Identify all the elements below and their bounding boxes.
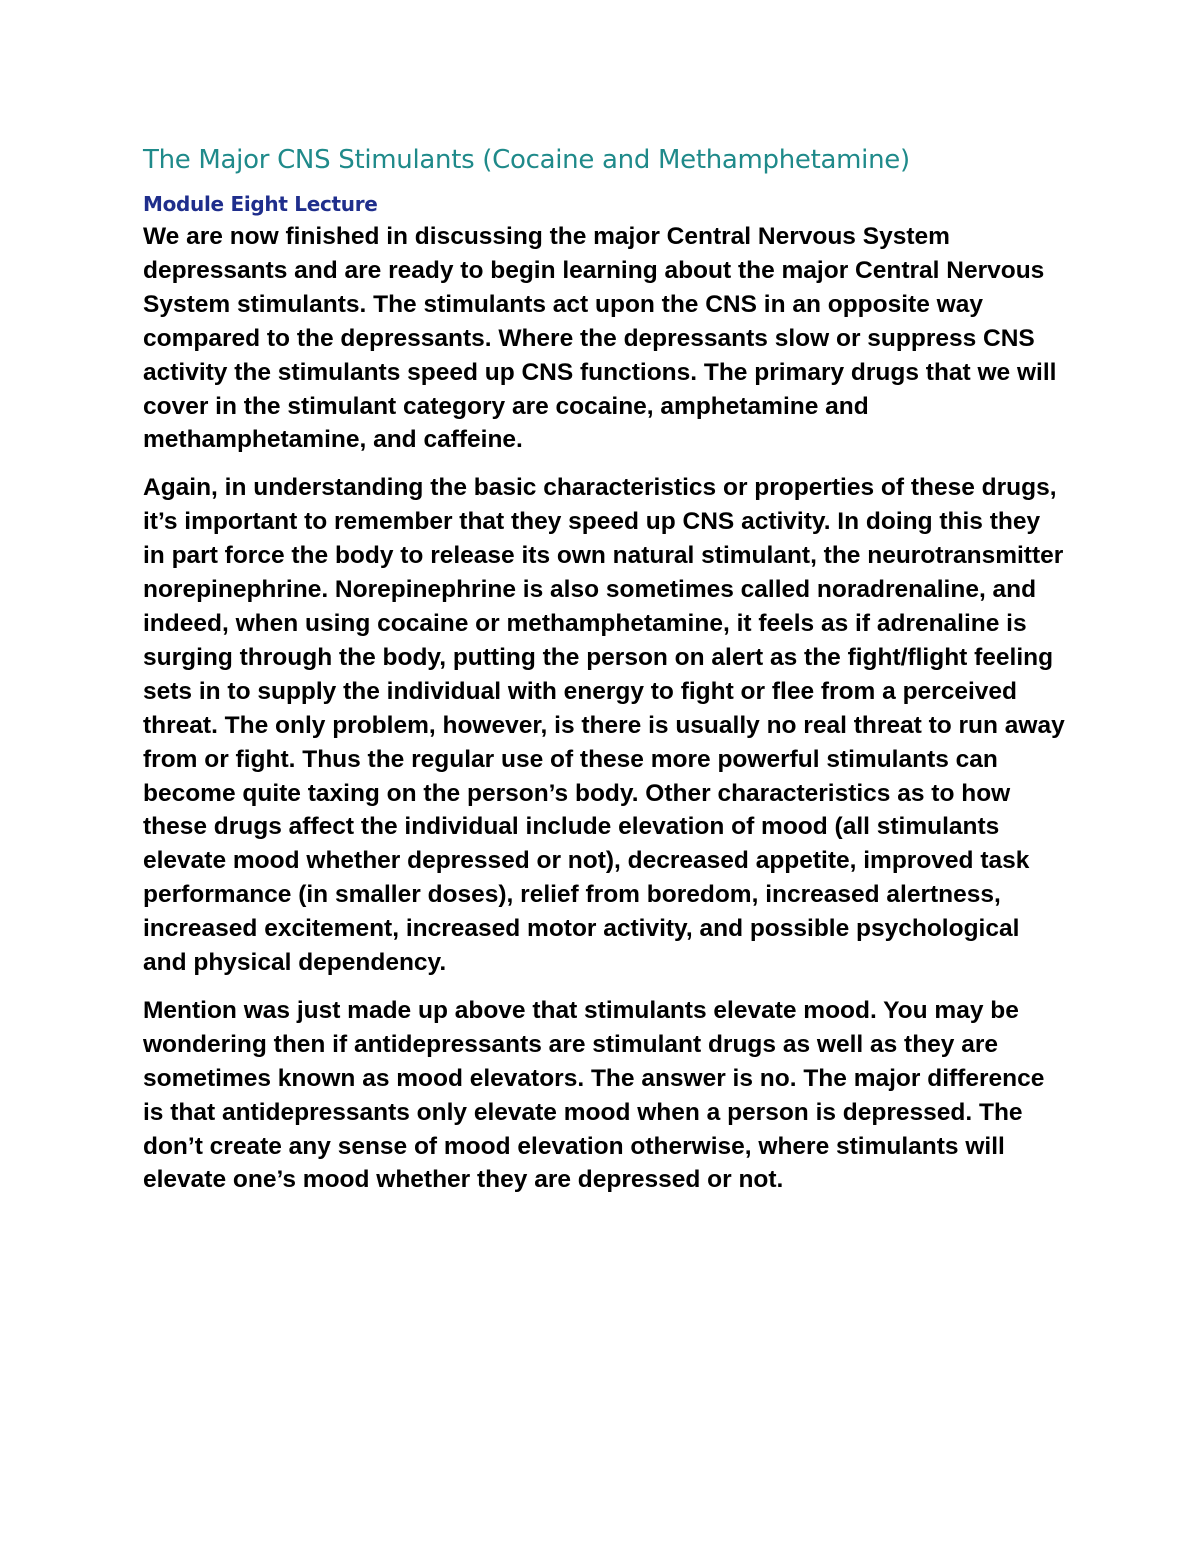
paragraph-characteristics: Again, in understanding the basic characteristics or properties of these drugs, it’s important to remember that they speed up CNS activity. In doing this they in part force the body to release its own natural stimulant, the neurotransmitter norepinephrine. Norepinephrine is also sometimes called noradrenaline, and indeed, when using cocaine or methamphetamine, it feels as if adrenaline is surging through the body, putting the person on alert as the fight/flight feeling sets in to supply the individual with energy to fight or flee from a perceived threat. The only problem, however, is there is usually no real threat to run away from or fight. Thus the regular use of these more powerful stimulants can become quite taxing on the person’s body. Other characteristics as to how these drugs affect the individual include elevation of mood (all stimulants elevate mood whether depressed or not), decreased appetite, improved task performance (in smaller doses), relief from boredom, increased alertness, increased excitement, increased motor activity, and possible psychological and physical dependency.: [143, 474, 1065, 977]
document-body: [143, 140, 1068, 1211]
paragraph-intro: We are now finished in discussing the major Central Nervous System depressants and are ready to begin learning about the major Central Nervous System stimulants. The stimulants act upon the CNS in an opposite way compared to the depressants. Where the depressants slow or suppress CNS activity the stimulants speed up CNS functions. The primary drugs that we will cover in the stimulant category are cocaine, amphetamine and methamphetamine, and caffeine.: [143, 223, 1057, 454]
paragraph-antidepressants: Mention was just made up above that stimulants elevate mood. You may be wondering then if antidepressants are stimulant drugs as well as they are sometimes known as mood elevators. The answer is no. The major difference is that antidepressants only elevate mood when a person is depressed. The don’t create any sense of mood elevation otherwise, where stimulants will elevate one’s mood whether they are depressed or not.: [143, 996, 1045, 1194]
document-title: The Major CNS Stimulants (Cocaine and Methamphetamine): [143, 145, 910, 175]
document-subtitle: Module Eight Lecture: [143, 192, 378, 216]
